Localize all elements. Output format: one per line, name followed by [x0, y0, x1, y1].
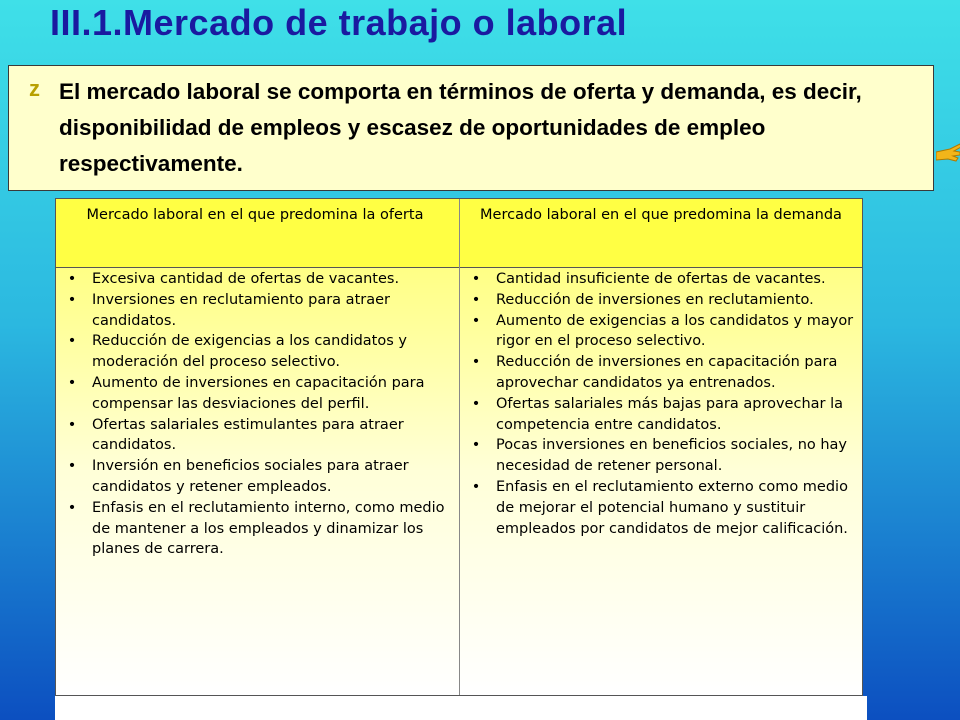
- bullet-icon: •: [67, 499, 77, 516]
- bullet-icon: •: [471, 291, 481, 308]
- demanda-item-text: Enfasis en el reclutamiento externo como medio de mejorar el potencial humano y sustituir empleados por candidatos de mejor calificación.: [496, 478, 848, 537]
- demanda-item-text: Pocas inversiones en beneficios sociales, no hay necesidad de retener personal.: [496, 437, 848, 475]
- oferta-item-text: Inversión en beneficios sociales para atraer candidatos y retener empleados.: [92, 458, 409, 495]
- oferta-item-text: Ofertas salariales estimulantes para atraer candidatos.: [92, 416, 404, 454]
- demanda-item: [464, 269, 860, 290]
- bullet-icon: •: [67, 291, 77, 308]
- oferta-item-text: Enfasis en el reclutamiento interno, como medio de mantener a los empleados y dinamizar los planes de carrera.: [92, 499, 445, 558]
- demanda-item: [464, 311, 860, 353]
- demanda-item-text: Reducción de inversiones en reclutamiento.: [496, 291, 814, 308]
- bullet-icon: •: [471, 437, 481, 454]
- bullet-icon: •: [67, 271, 77, 287]
- demanda-item-text: Cantidad insuficiente de ofertas de vacantes.: [496, 271, 826, 287]
- bullet-icon: •: [67, 374, 77, 391]
- oferta-item: [60, 373, 455, 415]
- demanda-item-text: Aumento de exigencias a los candidatos y mayor rigor en el proceso selectivo.: [496, 312, 854, 350]
- bullet-icon: •: [67, 458, 77, 475]
- intro-box: [8, 65, 934, 191]
- demanda-item: [464, 435, 860, 477]
- demanda-item: [464, 352, 860, 394]
- oferta-item-text: Excesiva cantidad de ofertas de vacantes.: [92, 271, 400, 287]
- z-bullet-icon: z: [29, 76, 40, 101]
- bullet-icon: •: [471, 271, 481, 287]
- pointing-hand-icon: [936, 140, 960, 170]
- intro-text: El mercado laboral se comporta en términos de oferta y demanda, es decir, disponibilidad de empleos y escasez de oportunidades de empleo respectivamente.: [59, 79, 862, 176]
- table-bottom-strip: [55, 696, 867, 720]
- demanda-item-text: Ofertas salariales más bajas para aprovechar la competencia entre candidatos.: [496, 395, 844, 433]
- slide-title: III.1.Mercado de trabajo o laboral: [50, 2, 628, 43]
- bullet-icon: •: [471, 478, 481, 495]
- demanda-item-text: Reducción de inversiones en capacitación para aprovechar candidatos ya entrenados.: [496, 354, 838, 391]
- bullet-icon: •: [67, 333, 77, 350]
- column-divider: [459, 199, 460, 695]
- oferta-item-text: Reducción de exigencias a los candidatos y moderación del proceso selectivo.: [92, 333, 407, 371]
- header-oferta: Mercado laboral en el que predomina la oferta: [86, 207, 424, 223]
- oferta-item: [60, 331, 455, 373]
- comparison-table: [55, 198, 863, 696]
- oferta-item: [60, 269, 455, 290]
- bullet-icon: •: [67, 416, 77, 433]
- oferta-item: [60, 290, 455, 332]
- demanda-item: [464, 394, 860, 436]
- bullet-icon: •: [471, 395, 481, 412]
- demanda-list: [464, 269, 860, 539]
- bullet-icon: •: [471, 354, 481, 371]
- oferta-item-text: Aumento de inversiones en capacitación para compensar las desviaciones del perfil.: [92, 374, 425, 412]
- oferta-item: [60, 415, 455, 457]
- header-demanda: Mercado laboral en el que predomina la demanda: [480, 207, 842, 223]
- oferta-list: [60, 269, 455, 560]
- demanda-item: [464, 477, 860, 539]
- oferta-item: [60, 456, 455, 498]
- bullet-icon: •: [471, 312, 481, 329]
- oferta-item-text: Inversiones en reclutamiento para atraer candidatos.: [92, 291, 390, 329]
- oferta-item: [60, 498, 455, 560]
- demanda-item: [464, 290, 860, 311]
